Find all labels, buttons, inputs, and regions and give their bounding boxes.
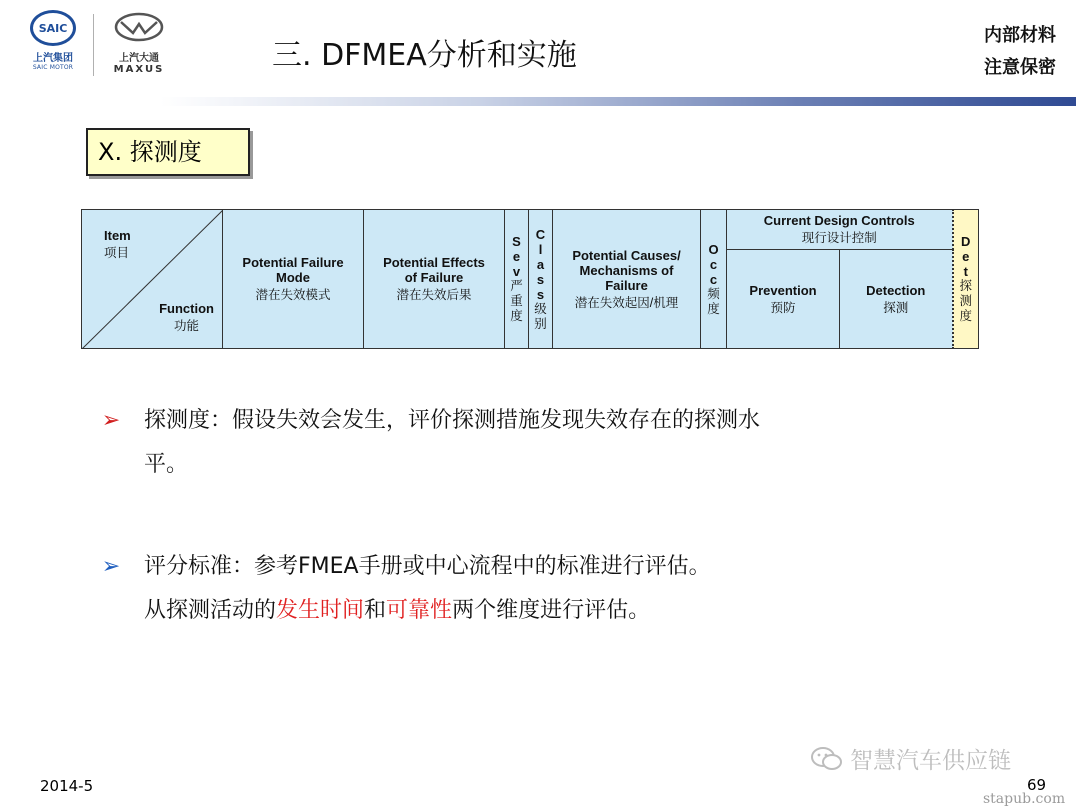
watermark-brand-text: 智慧汽车供应链 [850, 748, 1011, 774]
class-letter: l [538, 241, 543, 257]
class-cn-char: 级 [534, 301, 547, 316]
confidential-line1: 内部材料 [984, 25, 1056, 46]
maxus-emblem-icon [114, 12, 164, 42]
class-letter: s [536, 286, 545, 302]
prevention-header [727, 250, 840, 349]
bullet-line: 探测度：假设失效会发生，评价探测措施发现失效存在的探测水 [144, 408, 761, 433]
pef-cn: 潜在失效后果 [396, 288, 472, 302]
occ-letter: O [708, 241, 719, 257]
detection-header [840, 250, 953, 349]
slide-title: 三. DFMEA分析和实施 [272, 38, 577, 73]
pfm-en2: Mode [276, 270, 310, 285]
class-letter: s [536, 271, 545, 287]
text-run: 两个维度进行评估。 [452, 598, 651, 623]
det-cn-char: 测 [959, 294, 972, 308]
saic-emblem-icon [30, 10, 76, 46]
text-run: 和 [364, 598, 387, 623]
pfm-cn: 潜在失效模式 [255, 288, 331, 302]
function-label [159, 301, 214, 334]
prev-cn: 预防 [770, 300, 796, 315]
highlight-reliability: 可靠性 [386, 598, 453, 623]
dfmea-header-table [81, 209, 979, 349]
saic-emblem-text: SAIC [38, 21, 68, 35]
item-en: Item [104, 228, 131, 243]
cdc-cn: 现行设计控制 [801, 231, 877, 245]
maxus-logo-cn: 上汽大通 [119, 53, 159, 64]
current-design-controls-header [727, 210, 953, 250]
section-label: X. 探测度 [86, 128, 250, 176]
maxus-logo-en: MAXUS [113, 64, 165, 75]
pc-en2: Mechanisms of [579, 262, 674, 278]
sev-letter: S [512, 234, 521, 249]
occ-cn-char: 频 [707, 286, 720, 301]
bullet-arrow-icon: ➢ [101, 554, 121, 579]
function-en: Function [159, 301, 214, 316]
item-cn: 项目 [104, 246, 130, 260]
item-function-cell [82, 210, 223, 349]
det-cn-char: 探 [959, 279, 972, 293]
confidential-label [984, 20, 1056, 84]
watermark-brand [810, 742, 1011, 775]
bullet-line: 评分标准：参考FMEA手册或中心流程中的标准进行评估。 [144, 554, 711, 579]
page-number: 69 [1027, 776, 1047, 794]
potential-effects-header [364, 210, 505, 349]
detc-en: Detection [866, 282, 926, 298]
bullet-line-mixed [144, 589, 934, 633]
confidential-line2: 注意保密 [984, 57, 1056, 78]
watermark-site: stapub.com [983, 791, 1066, 807]
sev-letter: e [512, 249, 521, 264]
occ-letter: c [709, 271, 718, 287]
potential-causes-header [553, 210, 701, 349]
function-cn: 功能 [174, 319, 200, 333]
cdc-en: Current Design Controls [763, 213, 915, 228]
occ-letter: c [709, 256, 718, 272]
occ-cn-char: 度 [707, 301, 720, 316]
class-letter: C [535, 226, 546, 242]
det-letter: e [962, 249, 970, 264]
severity-header [505, 210, 529, 349]
potential-failure-mode-header [223, 210, 364, 349]
bullet-detection-definition [100, 399, 934, 487]
sev-cn-char: 度 [510, 309, 523, 323]
header-gradient-bar [160, 97, 1076, 106]
pfm-en1: Potential Failure [242, 255, 344, 270]
sev-letter: v [512, 264, 521, 279]
item-label [104, 228, 131, 261]
occurrence-header [701, 210, 727, 349]
pef-en1: Potential Effects [383, 255, 485, 270]
class-header [529, 210, 553, 349]
detection-rating-header [953, 210, 979, 349]
detc-cn: 探测 [883, 300, 909, 315]
prev-en: Prevention [749, 282, 817, 298]
sev-cn-char: 严 [510, 279, 523, 293]
det-cn-char: 度 [959, 309, 972, 323]
footer-date: 2014-5 [40, 777, 94, 795]
sev-cn-char: 重 [510, 294, 523, 308]
wechat-icon [810, 745, 844, 773]
saic-logo [22, 10, 84, 82]
logo-divider [93, 14, 94, 76]
det-letter: t [963, 264, 968, 279]
pc-en1: Potential Causes/ [572, 247, 681, 263]
det-letter: D [961, 234, 971, 249]
bullet-arrow-icon: ➢ [101, 408, 121, 433]
pc-cn: 潜在失效起因/机理 [574, 295, 679, 310]
pc-en3: Failure [605, 277, 648, 293]
bullet-line: 平。 [144, 452, 189, 477]
class-cn-char: 别 [534, 316, 547, 331]
maxus-logo [104, 12, 174, 78]
saic-logo-cn: 上汽集团 [33, 53, 73, 64]
text-run: 从探测活动的 [144, 598, 277, 623]
pef-en2: of Failure [404, 270, 464, 285]
highlight-occurrence-time: 发生时间 [276, 598, 365, 623]
class-letter: a [536, 256, 545, 272]
saic-logo-en: SAIC MOTOR [32, 64, 74, 71]
bullet-scoring-criteria [100, 545, 934, 633]
